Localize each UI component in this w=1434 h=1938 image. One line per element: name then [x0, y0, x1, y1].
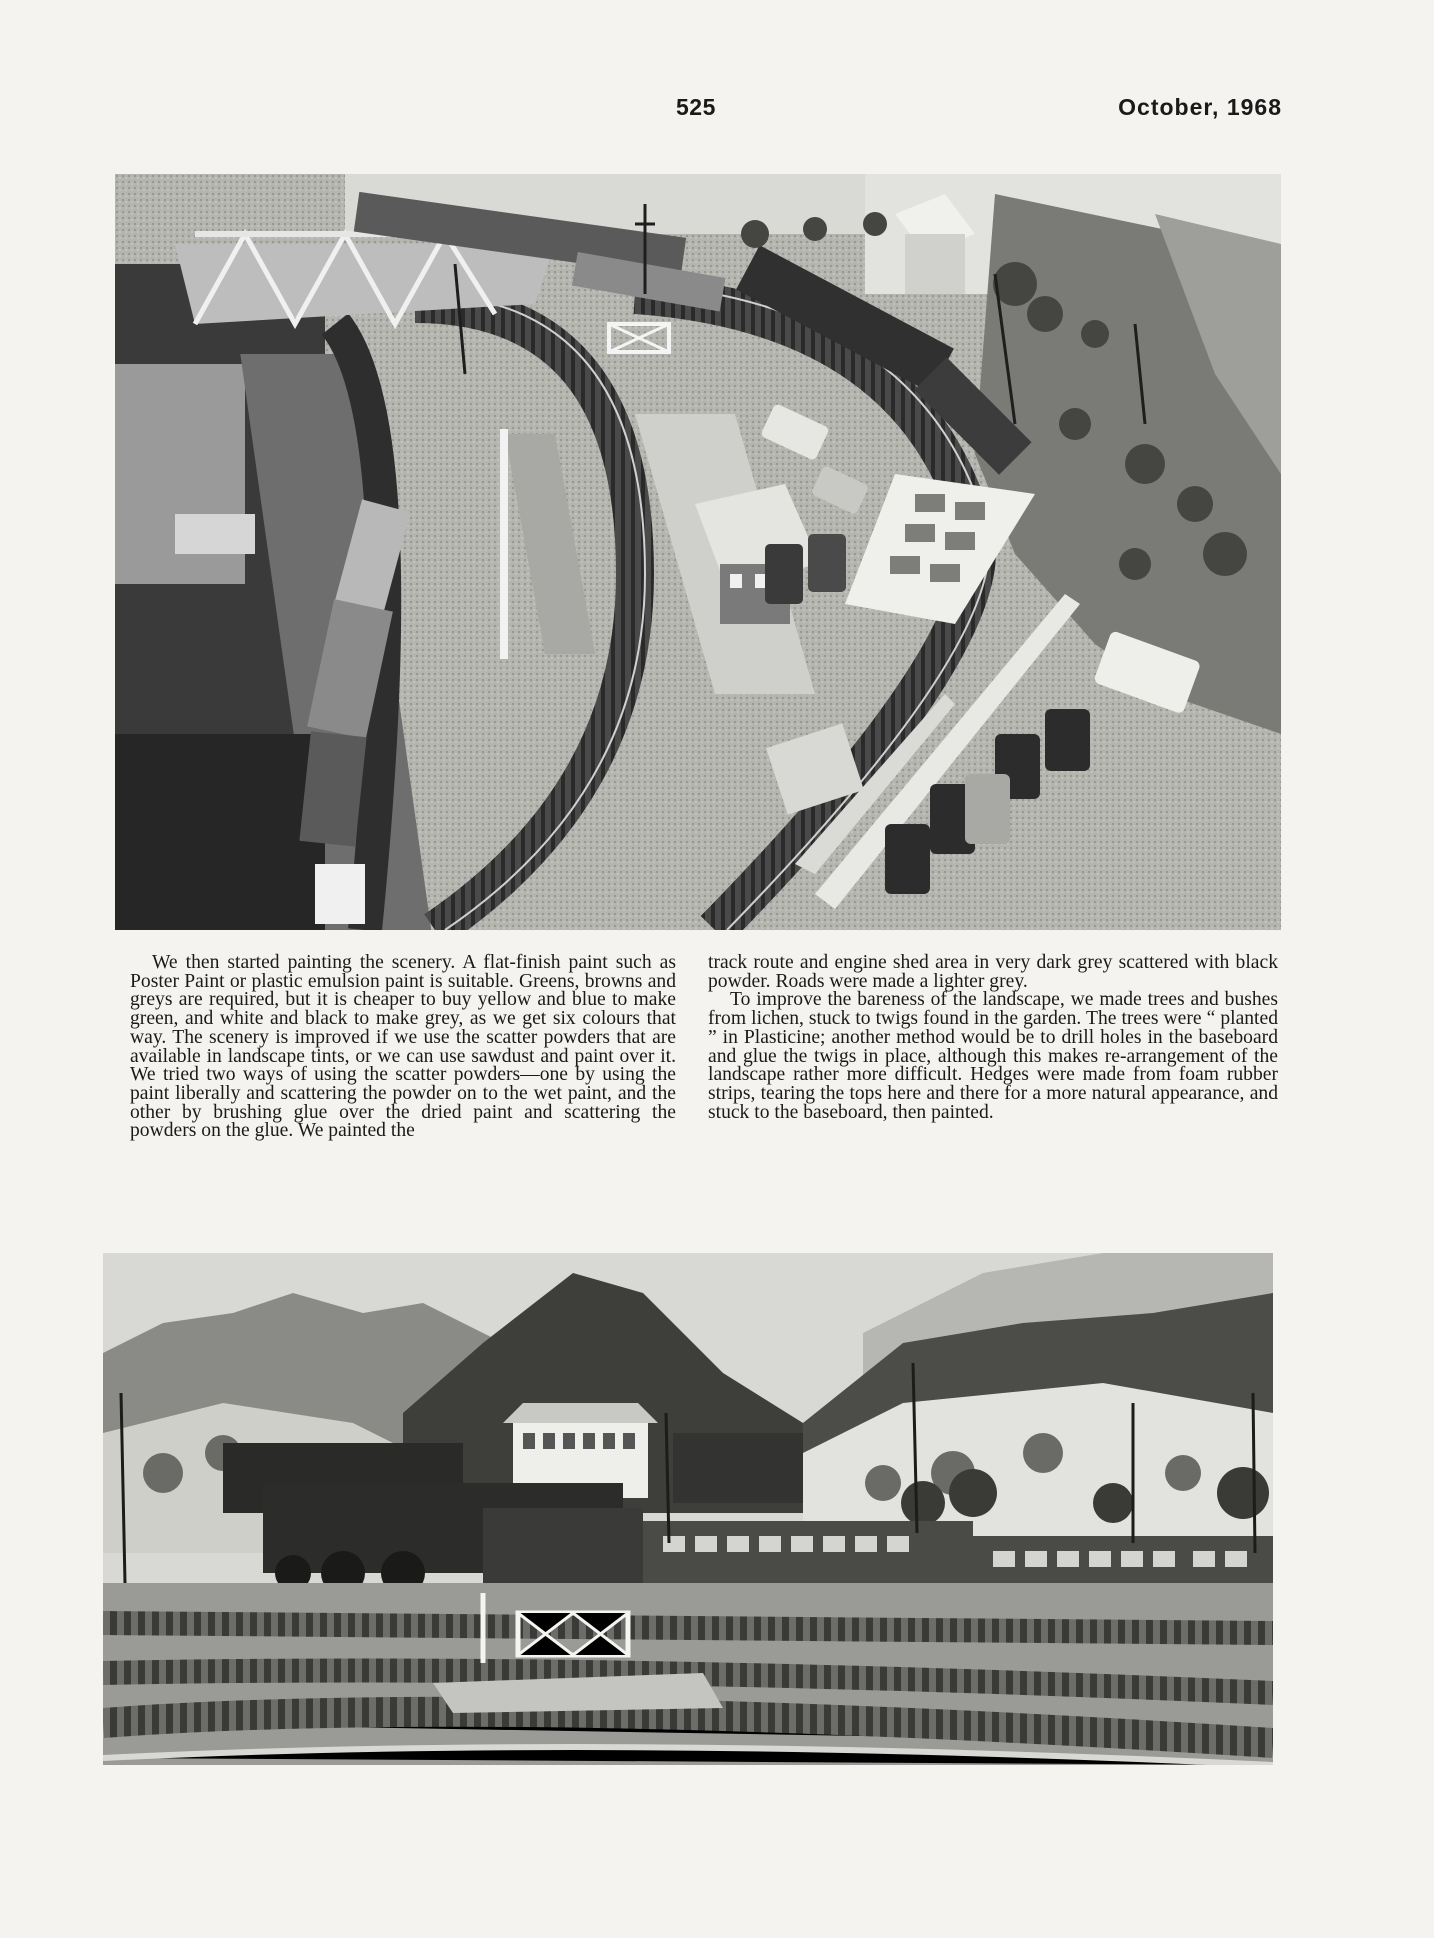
- layout-overhead-photo: [115, 174, 1281, 930]
- issue-date: October, 1968: [1118, 94, 1282, 120]
- article-paragraph-continued: track route and engine shed area in very dark grey scattered with black powder. Roads were made a lighter grey.: [708, 952, 1278, 992]
- article-left-column: [130, 954, 676, 1141]
- article-paragraph: To improve the bareness of the landscape, we made trees and bushes from lichen, stuck to twigs found in the garden. The trees were “ planted ” in Plasticine; another method would be to drill holes in the baseboard and glue the twigs in place, although this makes re-arrangement of the landscape rather more difficult. Hedges were made from foam rubber strips, tearing the tops here and there for a more natural appearance, and stuck to the baseboard, then painted.: [708, 989, 1278, 1123]
- page-number: 525: [676, 94, 716, 120]
- mountain-scene-photo: [103, 1253, 1273, 1765]
- article-right-column: [708, 954, 1278, 1122]
- article-paragraph: We then started painting the scenery. A flat-finish paint such as Poster Paint or plastic emulsion paint is suitable. Greens, browns and greys are required, but it is cheaper to buy yellow and blue to make green, and white and black to make grey, as we get six colours that way. The scenery is improved if we use the scatter powders that are available in landscape tints, or we can use sawdust and paint over it. We tried two ways of using the scatter powders—one by using the paint liberally and scattering the powder on to the wet paint, and the other by brushing glue over the dried paint and scattering the powders on the glue. We painted the: [130, 952, 676, 1142]
